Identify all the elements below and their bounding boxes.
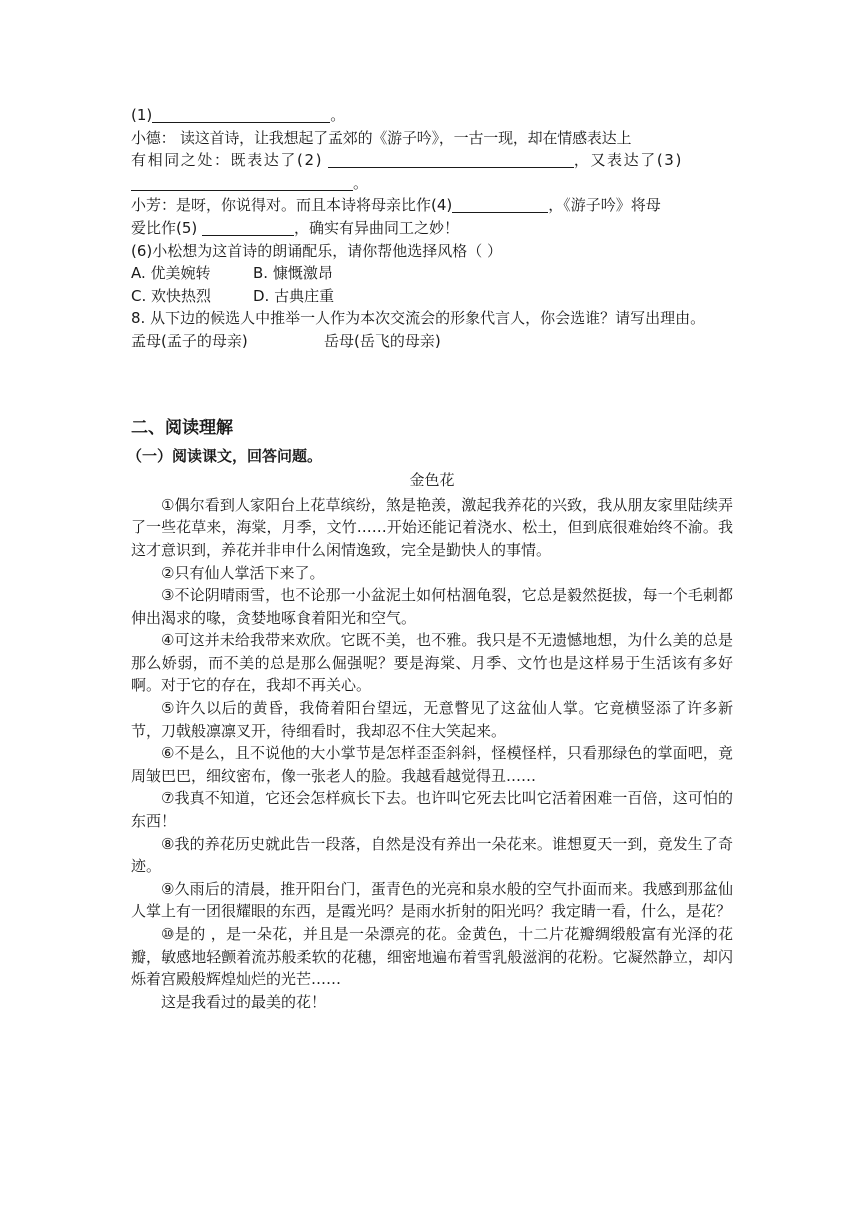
section-title: 二、阅读理解 [131, 417, 233, 438]
candidate-meng-mother[interactable]: 孟母(孟子的母亲) [131, 331, 248, 350]
xiaofang-line-2 [131, 217, 733, 240]
xiaofang-line-1-start: 小芳：是呀，你说得对。而且本诗将母亲比作(4) [131, 196, 453, 215]
candidates-row [131, 330, 733, 353]
article-paragraph: ③不论阴晴雨雪，也不论那一小盆泥土如何枯涸龟裂，它总是毅然挺拔，每一个毛刺都伸出渴求的喙，贪婪地啄食着阳光和空气。 [131, 586, 733, 627]
answer-blank-1[interactable] [152, 106, 330, 123]
options-row-2 [131, 285, 733, 308]
xiaofang-line-2-start: 爱比作(5) [131, 218, 198, 237]
q-item-1 [131, 104, 733, 127]
answer-blank-5[interactable] [202, 219, 294, 236]
answer-blank-4[interactable] [452, 196, 548, 213]
xiaode-line-1: 小德： 读这首诗，让我想起了孟郊的《游子吟》，一古一现，却在情感表达上 [131, 128, 632, 147]
xiaode-line-3-end: 。 [353, 173, 369, 192]
xiaofang-line-1 [131, 194, 733, 217]
document-page [127, 104, 733, 1013]
article-paragraph: ①偶尔看到人家阳台上花草缤纷，煞是艳羡，激起我养花的兴致，我从朋友家里陆续弄了一些花草来，海棠，月季，文竹……开始还能记着浇水、松土，但到底很难始终不渝。我这才意识到，养花并非申什么闲情逸致，完全是勤快人的事情。 [131, 495, 733, 559]
xiaode-line-2-start: 有相同之处：既表达了(2) [131, 151, 324, 170]
question-8: 8. 从下边的候选人中推举一人作为本次交流会的形象代言人，你会选谁？请写出理由。 [131, 309, 706, 328]
option-a[interactable]: A. 优美婉转 [131, 264, 211, 283]
article-paragraph: ⑦我真不知道，它还会怎样疯长下去。也许叫它死去比叫它活着困难一百倍，这可怕的东西！ [131, 789, 733, 831]
article-paragraph: ⑤许久以后的黄昏，我倚着阳台望远，无意瞥见了这盆仙人掌。它竟横竖添了许多新节，刀戟般凛凛叉开，待细看时，我却忍不住大笑起来。 [131, 699, 733, 740]
xiaode-line-2-mid: ，又表达了(3) [573, 151, 683, 170]
xiaofang-line-1-end: ，《游子吟》将母 [548, 196, 661, 215]
option-c[interactable]: C. 欢快热烈 [131, 286, 212, 305]
article-paragraph: ⑥不是么，且不说他的大小掌节是怎样歪歪斜斜，怪模怪样，只看那绿色的掌面吧，竟周皱巴巴，细纹密布，像一张老人的脸。我越看越觉得丑…… [131, 744, 733, 785]
article-paragraph: ⑩是的 ，是一朵花，并且是一朵漂亮的花。金黄色，十二片花瓣绸缎般富有光泽的花瓣，敏感地轻颤着流苏般柔软的花穗，细密地遍布着雪乳般滋润的花粉。它凝然静立，却闪烁着宫殿般辉煌灿烂的光芒…… [131, 925, 733, 989]
article-body [131, 494, 733, 1014]
option-d[interactable]: D. 古典庄重 [253, 286, 335, 305]
article-paragraph: ②只有仙人掌活下来了。 [161, 563, 325, 582]
article-paragraph: ④可这并未给我带来欢欣。它既不美，也不雅。我只是不无遗憾地想，为什么美的总是那么娇弱，而不美的总是那么倔强呢？要是海棠、月季、文竹也是这样易于生活该有多好啊。对于它的存在，我却不再关心。 [131, 631, 733, 695]
xiaode-line-3 [131, 172, 733, 195]
article-paragraph: ⑧我的养花历史就此告一段落，自然是没有养出一朵花来。谁想夏天一到，竟发生了奇迹。 [131, 834, 733, 876]
question-6: (6)小松想为这首诗的朗诵配乐，请你帮他选择风格（ ） [131, 241, 503, 260]
xiaofang-line-2-end: ，确实有异曲同工之妙！ [294, 218, 460, 237]
article-paragraph: ⑨久雨后的清晨，推开阳台门，蛋青色的光亮和泉水般的空气扑面而来。我感到那盆仙人掌上有一团很耀眼的东西，是霞光吗？是雨水折射的阳光吗？我定睛一看，什么，是花？ [131, 879, 733, 921]
section-spacer [131, 353, 733, 415]
candidate-yue-mother[interactable]: 岳母(岳飞的母亲) [324, 331, 441, 350]
answer-blank-2[interactable] [328, 151, 574, 168]
subsection-title: （一）阅读课文，回答问题。 [127, 446, 323, 465]
option-b[interactable]: B. 慷慨激昂 [253, 264, 333, 283]
article-paragraph: 这是我看过的最美的花！ [161, 992, 327, 1011]
item-1-label: (1) [131, 106, 153, 124]
options-row-1 [131, 262, 733, 285]
article-title: 金色花 [409, 471, 455, 490]
answer-blank-3[interactable] [131, 174, 353, 191]
item-1-end: 。 [330, 106, 346, 124]
xiaode-line-2 [131, 149, 733, 172]
